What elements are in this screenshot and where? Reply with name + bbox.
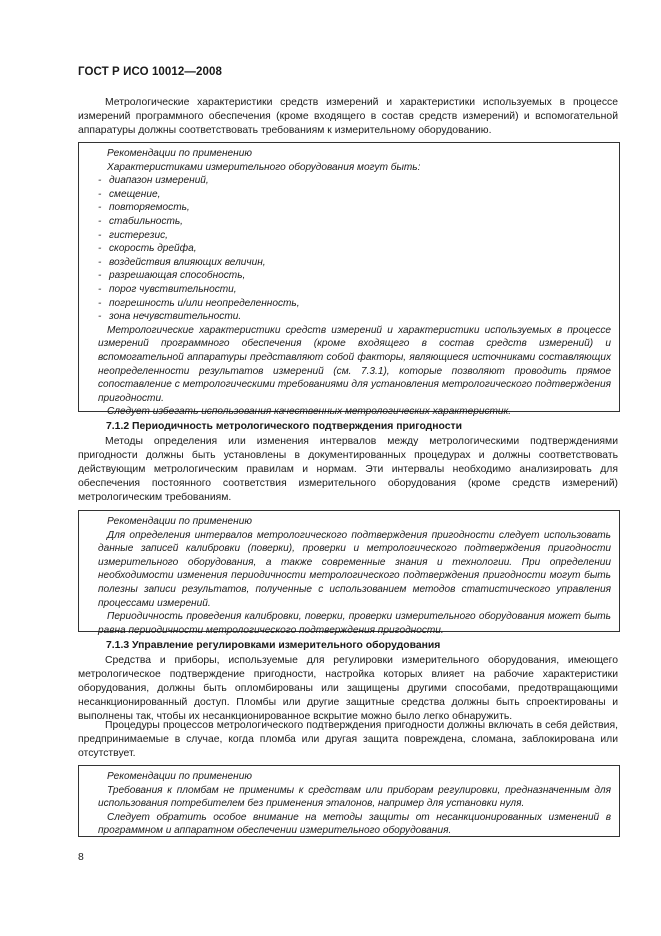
recommendation-box-1 bbox=[78, 142, 620, 418]
list-dash: - bbox=[98, 202, 102, 214]
box1-intro: Характеристиками измерительного оборудования могут быть: bbox=[107, 161, 421, 173]
list-dash: - bbox=[98, 311, 102, 323]
list-dash: - bbox=[98, 297, 102, 309]
box3-para1: Требования к пломбам не применимы к средствам или приборам регулировки, предназначенным для использования потребителем без применения эталонов, например для установки нуля. bbox=[98, 784, 611, 810]
recommendation-box-2 bbox=[78, 510, 620, 636]
box1-list-item-text: повторяемость, bbox=[109, 202, 190, 214]
box3-para2: Следует обратить особое внимание на методы защиты от несанкционированных изменений в программном и аппаратном обеспечении измерительного оборудования. bbox=[98, 811, 611, 837]
box1-para2: Следует избегать использования качественных метрологических характеристик. bbox=[107, 406, 512, 418]
box1-list-item-text: гистерезис, bbox=[109, 229, 168, 241]
box1-list-item-text: порог чувствительности, bbox=[109, 283, 237, 295]
list-dash: - bbox=[98, 270, 102, 282]
box1-list-item bbox=[98, 242, 611, 256]
section-712-text: Методы определения или изменения интервалов между метрологическими подтверждениями пригодности должны быть установлены в документированных процедурах и должны соответствовать действующим метрологическим правилам и нормам. Эти интервалы необходимо анализировать для обеспечения постоянного соответствия измерительного оборудования (кроме средств измерений) метрологическим требованиям. bbox=[78, 436, 618, 503]
box1-title: Рекомендации по применению bbox=[107, 148, 252, 159]
box1-list-item-text: погрешность и/или неопределенность, bbox=[109, 297, 300, 309]
recommendation-box-3 bbox=[78, 765, 620, 837]
box1-list-item bbox=[98, 188, 611, 202]
box1-list-item bbox=[98, 174, 611, 188]
section-713-text1: Средства и приборы, используемые для регулировки измерительного оборудования, имеющего метрологическое подтверждение пригодности, настройка которых влияет на рабочие характеристики оборудования, должны быть опломбированы или защищены другими способами, предотвращающими несанкционированный доступ. Пломбы или другие защитные средства должны быть спроектированы и выполнены так, чтобы их несанкционированное вскрытие можно было легко обнаружить. bbox=[78, 655, 618, 722]
box2-para2: Периодичность проведения калибровки, поверки, проверки измерительного оборудования может быть равна периодичности метрологического подтверждения пригодности. bbox=[98, 611, 611, 636]
section-713-heading: 7.1.3 Управление регулировками измерительного оборудования bbox=[106, 640, 441, 651]
section-712-heading: 7.1.2 Периодичность метрологического подтверждения пригодности bbox=[106, 421, 463, 432]
page-header: ГОСТ Р ИСО 10012—2008 bbox=[78, 66, 223, 78]
box1-list bbox=[98, 174, 611, 324]
box1-list-item-text: смещение, bbox=[109, 188, 161, 200]
box1-list-item-text: скорость дрейфа, bbox=[109, 243, 197, 255]
page-number: 8 bbox=[78, 852, 84, 863]
box2-para1: Для определения интервалов метрологического подтверждения пригодности следует использовать данные записей калибровки (поверки), проверки и метрологического подтверждения пригодности измерительного оборудования, а также современные знания и технологии. При определении необходимости изменения периодичности метрологического подтверждения пригодности могут быть полезны записи результатов, полученные с использованием методов статистического управления процессами измерений. bbox=[98, 529, 611, 609]
list-dash: - bbox=[98, 256, 102, 268]
box1-list-item-text: диапазон измерений, bbox=[109, 175, 209, 187]
box2-title: Рекомендации по применению bbox=[107, 516, 252, 527]
box1-list-item bbox=[98, 215, 611, 229]
box1-list-item-text: воздействия влияющих величин, bbox=[109, 256, 266, 268]
box1-list-item-text: стабильность, bbox=[109, 215, 183, 227]
list-dash: - bbox=[98, 283, 102, 295]
box1-para1: Метрологические характеристики средств измерений и характеристики используемых в процессе измерений программного обеспечения (кроме входящего в состав средств измерений) и вспомогательной аппаратуры представляют собой факторы, являющиеся источниками составляющих неопределенности результатов измерений (см. 7.3.1), которые позволяют проводить прямое сопоставление с метрологическими требованиями для установления метрологического подтверждения пригодности. bbox=[98, 324, 611, 404]
box1-list-item bbox=[98, 297, 611, 311]
box1-list-item bbox=[98, 229, 611, 243]
list-dash: - bbox=[98, 215, 102, 227]
box1-list-item bbox=[98, 256, 611, 270]
box1-list-item bbox=[98, 269, 611, 283]
list-dash: - bbox=[98, 188, 102, 200]
box1-list-item-text: зона нечувствительности. bbox=[109, 311, 242, 323]
list-dash: - bbox=[98, 243, 102, 255]
box1-list-item-text: разрешающая способность, bbox=[109, 270, 246, 282]
box1-list-item bbox=[98, 283, 611, 297]
section-713-text2: Процедуры процессов метрологического подтверждения пригодности должны включать в себя действия, предпринимаемые в случае, когда пломба или другая защита повреждена, сломана, заблокирована или отсутствует. bbox=[78, 720, 618, 759]
box1-list-item bbox=[98, 310, 611, 324]
list-dash: - bbox=[98, 175, 102, 187]
box1-list-item bbox=[98, 201, 611, 215]
list-dash: - bbox=[98, 229, 102, 241]
box3-title: Рекомендации по применению bbox=[107, 771, 252, 782]
intro-paragraph: Метрологические характеристики средств измерений и характеристики используемых в процессе измерений программного обеспечения (кроме входящего в состав средств измерений) и вспомогательной аппаратуры должны соответствовать требованиям к измерительному оборудованию. bbox=[78, 97, 618, 136]
